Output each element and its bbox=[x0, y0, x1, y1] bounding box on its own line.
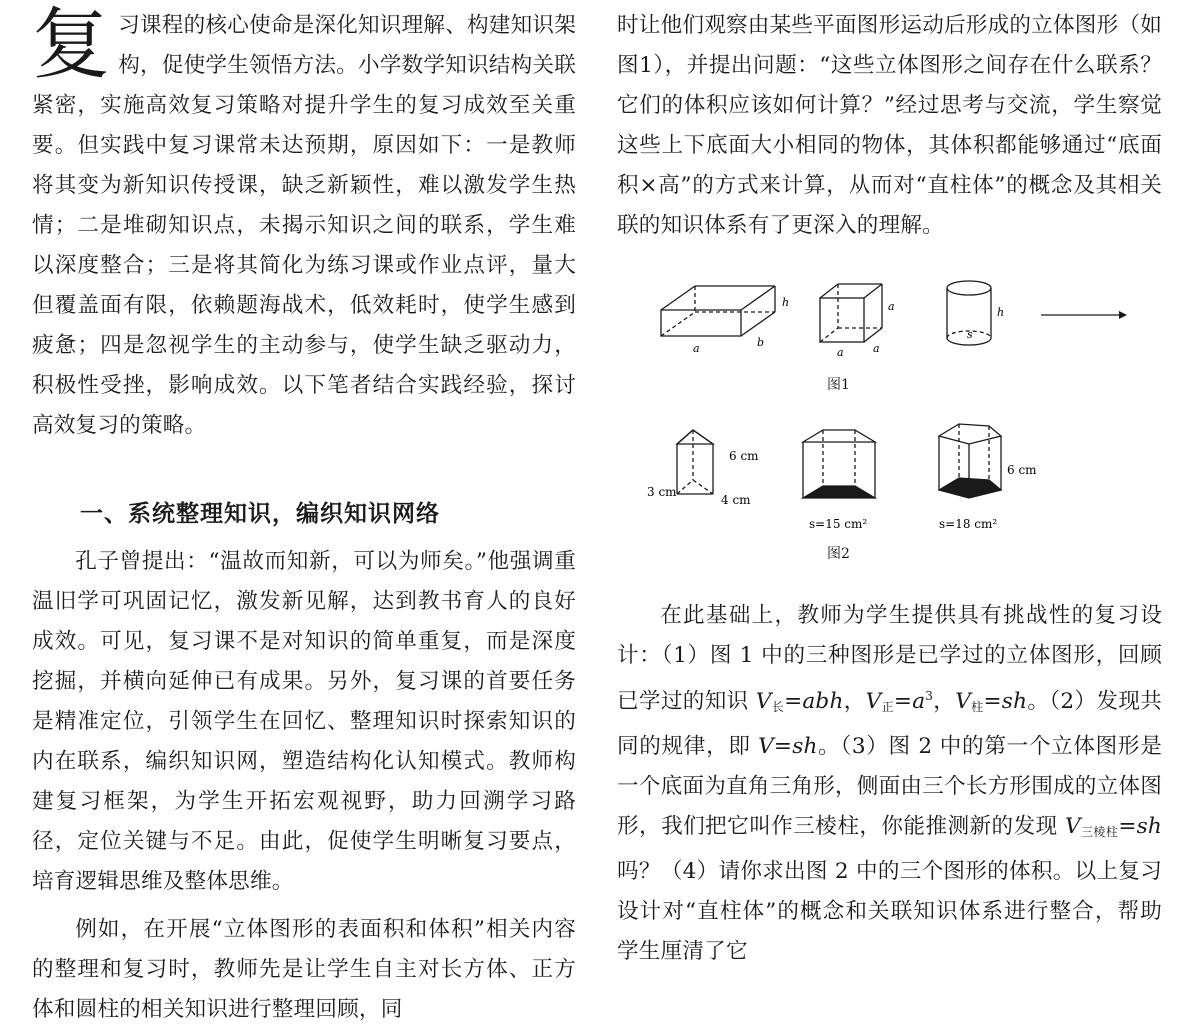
formula-v-cube-eq: =a bbox=[893, 689, 926, 714]
formula-v-long-sub: 长 bbox=[771, 700, 785, 714]
figures-svg bbox=[617, 246, 1162, 596]
p2-text-c: 。（3）图 2 中的第一个立体图形是一个底面为直角三角形，侧面由三个长方形围成的立体图形，我们把它叫作三棱柱，你能推测新的发现 bbox=[617, 734, 1162, 839]
left-column bbox=[32, 0, 576, 1030]
fig2-label-trap-area: s=15 cm² bbox=[809, 517, 868, 531]
intro-paragraph bbox=[32, 0, 576, 446]
formula-v-cyl-sub: 柱 bbox=[971, 700, 984, 714]
arrow-icon bbox=[1041, 311, 1127, 319]
formula-v-cube: V bbox=[865, 689, 882, 714]
cube-shape bbox=[820, 284, 882, 342]
figure-area bbox=[617, 246, 1162, 596]
formula-v-cyl-eq: =sh bbox=[983, 689, 1028, 714]
fig2-label-prism-leg2: 4 cm bbox=[721, 493, 751, 507]
trapezoid-prism-shape bbox=[803, 430, 875, 498]
formula-v-cube-sup: 3 bbox=[925, 689, 934, 703]
right-column bbox=[617, 0, 1162, 972]
cuboid-shape bbox=[661, 286, 775, 336]
fig1-label-s1: s bbox=[967, 328, 973, 341]
fig1-label-a4: a bbox=[873, 342, 880, 355]
fig1-label-h1: h bbox=[782, 296, 790, 309]
body-paragraph-1: 孔子曾提出：“温故而知新，可以为师矣。”他强调重温旧学可巩固记忆，激发新见解，达到教书育人的良好成效。可见，复习课不是对知识的简单重复，而是深度挖掘，并横向延伸已有成果。另外，复习课的首要任务是精准定位，引领学生在回忆、整理知识时探索知识的内在联系，编织知识网，塑造结构化认知模式。教师构建复习框架，为学生开拓宏观视野，助力回溯学习路径，定位关键与不足。由此，促使学生明晰复习要点，培育逻辑思维及整体思维。 bbox=[32, 549, 576, 894]
formula-v-long-eq: =abh bbox=[784, 689, 844, 714]
formula-v-cyl: V bbox=[955, 689, 972, 714]
drop-cap: 复 bbox=[32, 0, 111, 90]
fig1-label-a2: a bbox=[888, 300, 895, 313]
intro-text: 习课程的核心使命是深化知识理解、构建知识架构，促使学生领悟方法。小学数学知识结构关联紧密，实施高效复习策略对提升学生的复习成效至关重要。但实践中复习课常未达预期，原因如下：一是教师将其变为新知识传授课，缺乏新颖性，难以激发学生热情；二是堆砌知识点，未揭示知识之间的联系，学生难以深度整合；三是将其简化为练习课或作业点评，量大但覆盖面有限，依赖题海战术，低效耗时，使学生感到疲惫；四是忽视学生的主动参与，使学生缺乏驱动力，积极性受挫，影响成效。以下笔者结合实践经验，探讨高效复习的策略。 bbox=[32, 13, 576, 438]
right-paragraph-1: 时让他们观察由某些平面图形运动后形成的立体图形（如图1），并提出问题：“这些立体图形之间存在什么联系？它们的体积应该如何计算？”经过思考与交流，学生察觉这些上下底面大小相同的物体，其体积都能够通过“底面积×高”的方式来计算，从而对“直柱体”的概念及其相关联的知识体系有了更深入的理解。 bbox=[617, 13, 1162, 238]
formula-v-tri-eq: =sh bbox=[1118, 814, 1162, 839]
section-heading: 一、系统整理知识，编织知识网络 bbox=[80, 501, 440, 527]
fig1-label-h2: h bbox=[997, 306, 1005, 319]
figure1-caption: 图1 bbox=[827, 377, 850, 393]
pentagonal-prism-shape bbox=[939, 424, 1001, 498]
fig1-label-a1: a bbox=[693, 342, 700, 355]
p2-text-b: （2）发现共同的规律，即 bbox=[617, 689, 1163, 759]
p2-text-a: 在此基础上，教师为学生提供具有挑战性的复习设计：（1）图 1 中的三种图形是已学过的立体图形，回顾已学过的知识 bbox=[617, 603, 1162, 714]
fig2-label-prism-leg1: 3 cm bbox=[647, 485, 677, 499]
fig2-label-prism-height: 6 cm bbox=[729, 449, 759, 463]
figure2-caption: 图2 bbox=[827, 546, 850, 562]
formula-v-cube-sub: 正 bbox=[881, 700, 894, 714]
triangular-prism-shape bbox=[677, 430, 713, 494]
formula-v-tri: V bbox=[1064, 814, 1081, 839]
formula-v-tri-sub: 三棱柱 bbox=[1080, 825, 1119, 839]
fig1-label-a3: a bbox=[837, 346, 844, 359]
formula-v-rule: V=sh bbox=[758, 734, 818, 759]
fig2-label-pent-area: s=18 cm² bbox=[939, 517, 998, 531]
formula-v-long: V bbox=[755, 689, 772, 714]
fig1-label-b1: b bbox=[757, 336, 765, 349]
body-paragraph-2: 例如，在开展“立体图形的表面积和体积”相关内容的整理和复习时，教师先是让学生自主对长方体、正方体和圆柱的相关知识进行整理回顾，同 bbox=[32, 917, 576, 1022]
p2-text-d: 吗？（4）请你求出图 2 中的三个图形的体积。以上复习设计对“直柱体”的概念和关联知识体系进行整合，帮助学生厘清了它 bbox=[617, 859, 1162, 964]
right-paragraph-2: 在此基础上，教师为学生提供具有挑战性的复习设计：（1）图 1 中的三种图形是已学过的立体图形，回顾已学过的知识 $V_长=abh$，$V_正=a^3$，$V_柱=sh$。（2）发现共同的规律，即 V=sh。（3）图 2 中的第一个立体图形是一个底面为直角三角形，侧面由三个长方形围成的立体图形，我们把它叫作三棱柱，你能推测新的发现 $V_{三棱柱}=sh$ 吗？（4）请你求出图 2 中的三个图形的体积。以上复习设计对“直柱体”的概念和关联知识体系进行整合，帮助学生厘清了它 bbox=[617, 603, 1163, 964]
fig2-label-pent-height: 6 cm bbox=[1007, 463, 1037, 477]
